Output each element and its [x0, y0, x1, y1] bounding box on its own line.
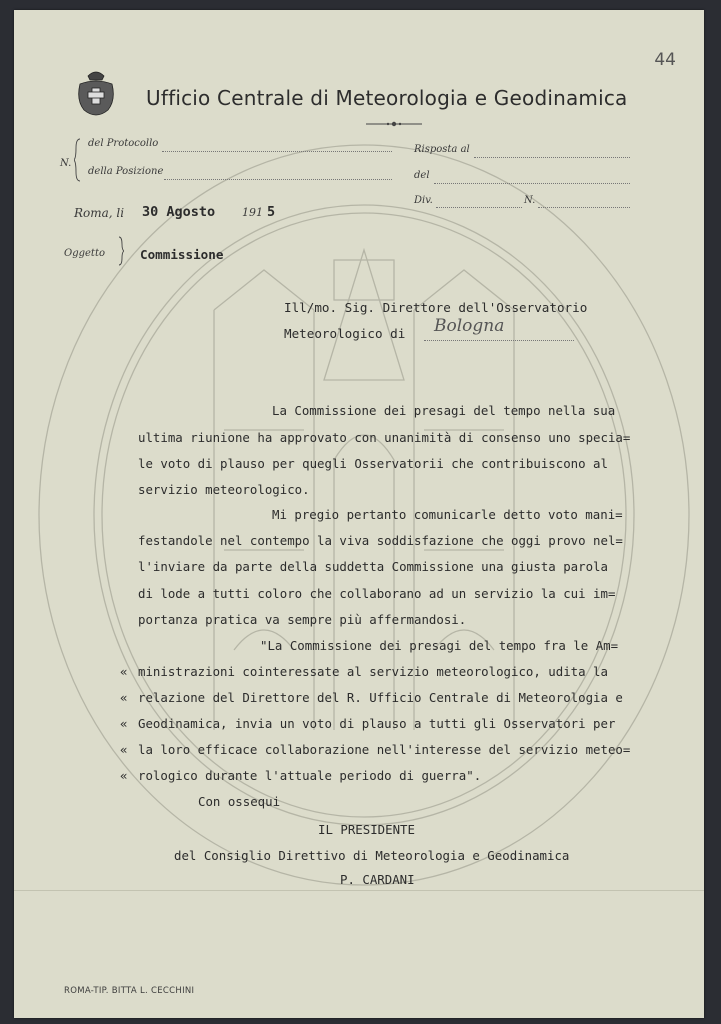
quote-line: ministrazioni cointeressate al servizio meteorologico, udita la	[138, 664, 608, 679]
quote-line: la loro efficace collaborazione nell'interesse del servizio meteo=	[138, 742, 631, 757]
body-line: servizio meteorologico.	[138, 482, 310, 497]
office-title: Ufficio Centrale di Meteorologia e Geodinamica	[146, 86, 628, 110]
printer-imprint: ROMA-TIP. BITTA L. CECCHINI	[64, 986, 195, 996]
document-page	[14, 10, 704, 1018]
body-line: portanza pratica va sempre più affermandosi.	[138, 612, 467, 627]
year-prefix: 191	[242, 206, 263, 219]
quote-line: "La Commissione dei presagi del tempo fra le Am=	[260, 638, 619, 653]
quote-line: Geodinamica, invia un voto di plauso a tutti gli Osservatori per	[138, 716, 616, 731]
ornament-divider	[366, 120, 422, 128]
oggetto-label: Oggetto	[64, 248, 105, 259]
body-line: Mi pregio pertanto comunicarle detto voto mani=	[272, 507, 623, 522]
date-value: 30 Agosto	[142, 204, 216, 220]
page-number: 44	[654, 50, 676, 70]
body-line: ultima riunione ha approvato con unanimità di consenso uno specia=	[138, 430, 631, 445]
signature-organization: del Consiglio Direttivo di Meteorologia e Geodinamica	[174, 848, 570, 863]
quote-line: rologico durante l'attuale periodo di guerra".	[138, 768, 482, 783]
del-label: del	[414, 170, 430, 181]
body-line: l'inviare da parte della suddetta Commissione una giusta parola	[138, 559, 608, 574]
year-suffix: 5	[267, 204, 276, 220]
posizione-label: della Posizione	[88, 166, 164, 177]
quote-line: relazione del Direttore del R. Ufficio Centrale di Meteorologia e	[138, 690, 623, 705]
risposta-label: Risposta al	[414, 144, 470, 155]
protocollo-label: del Protocollo	[88, 138, 159, 149]
div-label: Div.	[414, 195, 433, 206]
royal-crest-icon	[74, 70, 118, 120]
quote-margin-mark: «	[120, 716, 128, 731]
quote-margin-mark: «	[120, 690, 128, 705]
quote-margin-mark: «	[120, 742, 128, 757]
body-line: di lode a tutti coloro che collaborano ad un servizio la cui im=	[138, 586, 616, 601]
n-label: N.	[60, 158, 72, 169]
body-line: festandole nel contempo la viva soddisfazione che oggi provo nel=	[138, 533, 623, 548]
signature-title: IL PRESIDENTE	[318, 822, 415, 837]
n2-label: N.	[524, 195, 536, 206]
oggetto-value: Commissione	[140, 247, 224, 262]
brace-icon	[74, 138, 82, 182]
closing: Con ossequi	[198, 794, 281, 809]
quote-margin-mark: «	[120, 664, 128, 679]
quote-margin-mark: «	[120, 768, 128, 783]
signature-name: P. CARDANI	[340, 872, 415, 887]
addressee-line-2: Meteorologico di	[284, 326, 406, 341]
place-label: Roma, li	[74, 206, 125, 220]
body-line: le voto di plauso per quegli Osservatorii che contribuiscono al	[138, 456, 608, 471]
city-handwritten: Bologna	[434, 316, 505, 336]
addressee-line-1: Ill/mo. Sig. Direttore dell'Osservatorio	[284, 300, 588, 315]
fold-line	[14, 890, 704, 891]
brace-icon	[118, 236, 124, 266]
body-line: La Commissione dei presagi del tempo nella sua	[272, 403, 616, 418]
